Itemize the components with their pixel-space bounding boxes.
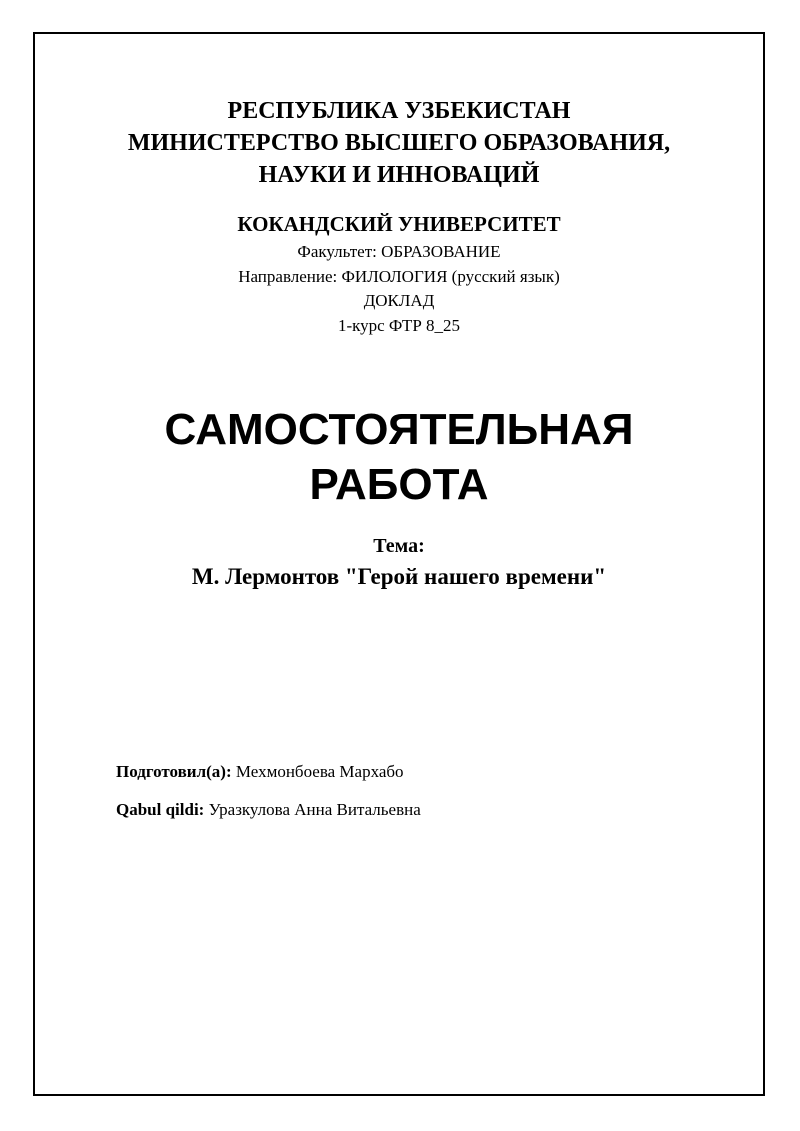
- topic-label: Тема:: [373, 535, 425, 557]
- ministry-line: МИНИСТЕРСТВО ВЫСШЕГО ОБРАЗОВАНИЯ,: [127, 130, 671, 156]
- document-type: ДОКЛАД: [363, 291, 435, 310]
- prepared-by: [116, 761, 404, 783]
- accepted-by-name: Уразкулова Анна Витальевна: [208, 800, 421, 819]
- work-title-line1: САМОСТОЯТЕЛЬНАЯ: [164, 405, 634, 454]
- work-title-line2: РАБОТА: [309, 460, 489, 509]
- direction-line: Направление: ФИЛОЛОГИЯ (русский язык): [238, 266, 560, 286]
- accepted-by: [116, 799, 421, 821]
- university-name: КОКАНДСКИЙ УНИВЕРСИТЕТ: [237, 212, 561, 236]
- ministry-line-continued: НАУКИ И ИННОВАЦИЙ: [258, 162, 540, 188]
- prepared-by-name: Мехмонбоева Мархабо: [235, 762, 404, 781]
- topic-value: М. Лермонтов "Герой нашего времени": [191, 564, 607, 589]
- prepared-by-label: Подготовил(а):: [116, 762, 232, 781]
- course-line: 1-курс ФТР 8_25: [337, 315, 461, 335]
- work-title: [33, 402, 765, 512]
- institution-header: [33, 95, 765, 191]
- document-meta: [33, 240, 765, 338]
- country-line: РЕСПУБЛИКА УЗБЕКИСТАН: [227, 98, 571, 124]
- faculty-line: Факультет: ОБРАЗОВАНИЕ: [297, 242, 501, 261]
- accepted-by-label: Qabul qildi:: [116, 800, 205, 819]
